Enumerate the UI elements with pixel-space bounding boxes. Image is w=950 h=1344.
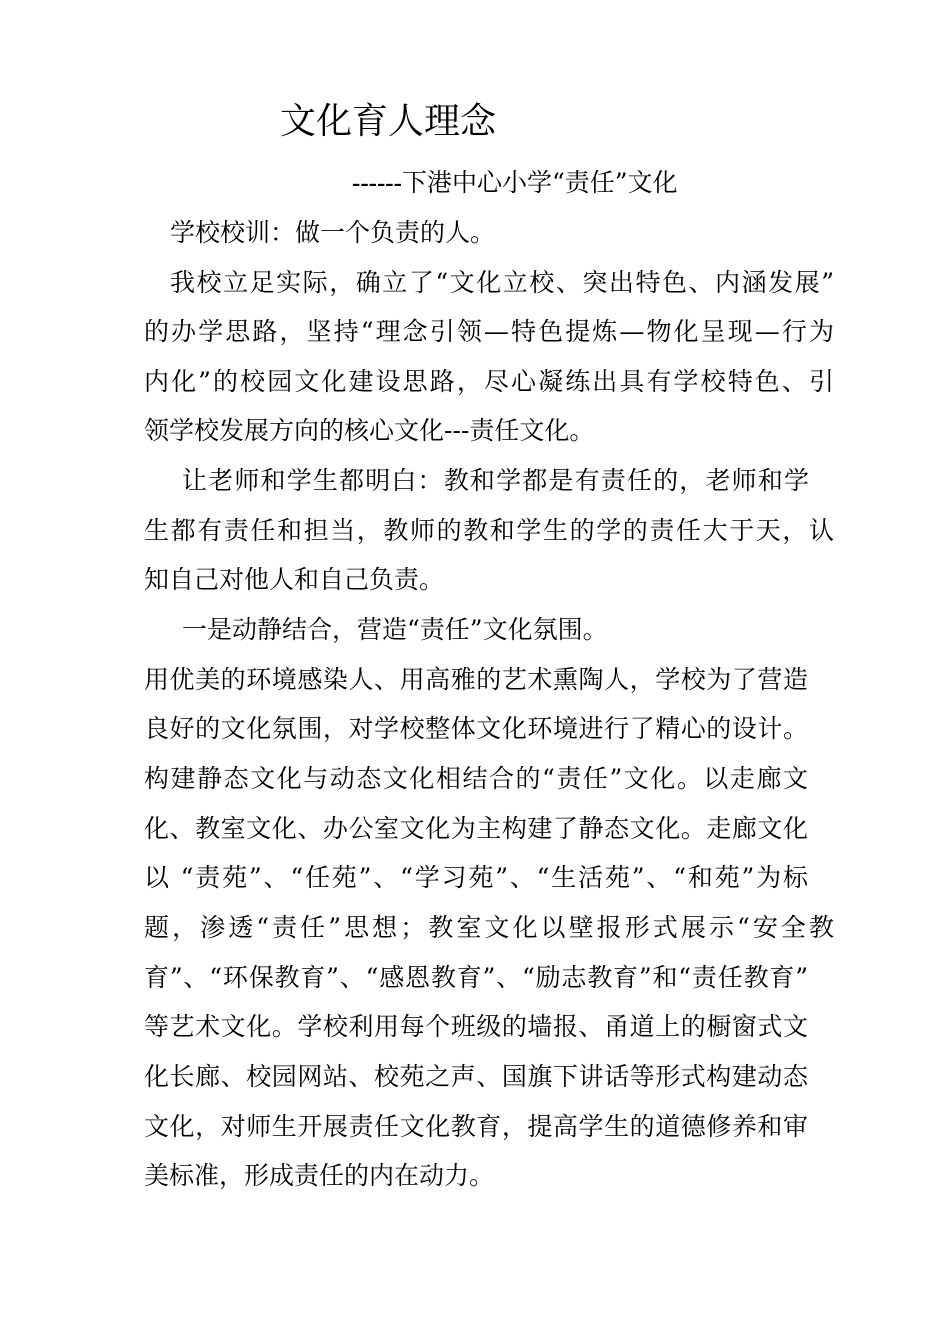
paragraph-line: 知自己对他人和自己负责。 [144, 565, 445, 594]
section-heading: 一是动静结合，营造“责任”文化氛围。 [182, 615, 608, 644]
subtitle-dash: ------ [352, 170, 402, 197]
paragraph-line: 构建静态文化与动态文化相结合的“责任”文化。以走廊文 [144, 764, 808, 793]
document-title: 文化育人理念 [280, 101, 497, 142]
subtitle-text: 下港中心小学“责任”文化 [401, 168, 678, 197]
paragraph-line: 领学校发展方向的核心文化---责任文化。 [144, 416, 595, 445]
paragraph-line: 良好的文化氛围，对学校整体文化环境进行了精心的设计。 [144, 714, 808, 743]
paragraph-line: 美标准，形成责任的内在动力。 [144, 1161, 495, 1190]
paragraph-line: 生都有责任和担当，教师的教和学生的学的责任大于天，认 [144, 516, 834, 545]
paragraph-line: 化长廊、校园网站、校苑之声、国旗下讲话等形式构建动态 [144, 1062, 808, 1091]
paragraph-line: 文化，对师生开展责任文化教育，提高学生的道德修养和审 [144, 1112, 808, 1141]
paragraph-line: 题，渗透“责任”思想；教室文化以壁报形式展示“安全教 [144, 913, 834, 942]
paragraph-line: 育”、“环保教育”、“感恩教育”、“励志教育”和“责任教育” [144, 963, 808, 992]
document-subtitle [352, 164, 678, 203]
paragraph-line: 以 “责苑”、“任苑”、“学习苑”、“生活苑”、“和苑”为标 [144, 863, 808, 892]
paragraph-line: 让老师和学生都明白：教和学都是有责任的，老师和学 [182, 466, 809, 495]
motto-line: 学校校训：做一个负责的人。 [170, 218, 496, 247]
paragraph-line: 我校立足实际，确立了“文化立校、突出特色、内涵发展” [170, 268, 834, 297]
paragraph-line: 等艺术文化。学校利用每个班级的墙报、甬道上的橱窗式文 [144, 1012, 808, 1041]
paragraph-line: 用优美的环境感染人、用高雅的艺术熏陶人，学校为了营造 [144, 665, 808, 694]
paragraph-line: 的办学思路，坚持“理念引领—特色提炼—物化呈现—行为 [144, 317, 834, 346]
paragraph-line: 化、教室文化、办公室文化为主构建了静态文化。走廊文化 [144, 814, 808, 843]
paragraph-line: 内化”的校园文化建设思路，尽心凝练出具有学校特色、引 [144, 367, 834, 396]
